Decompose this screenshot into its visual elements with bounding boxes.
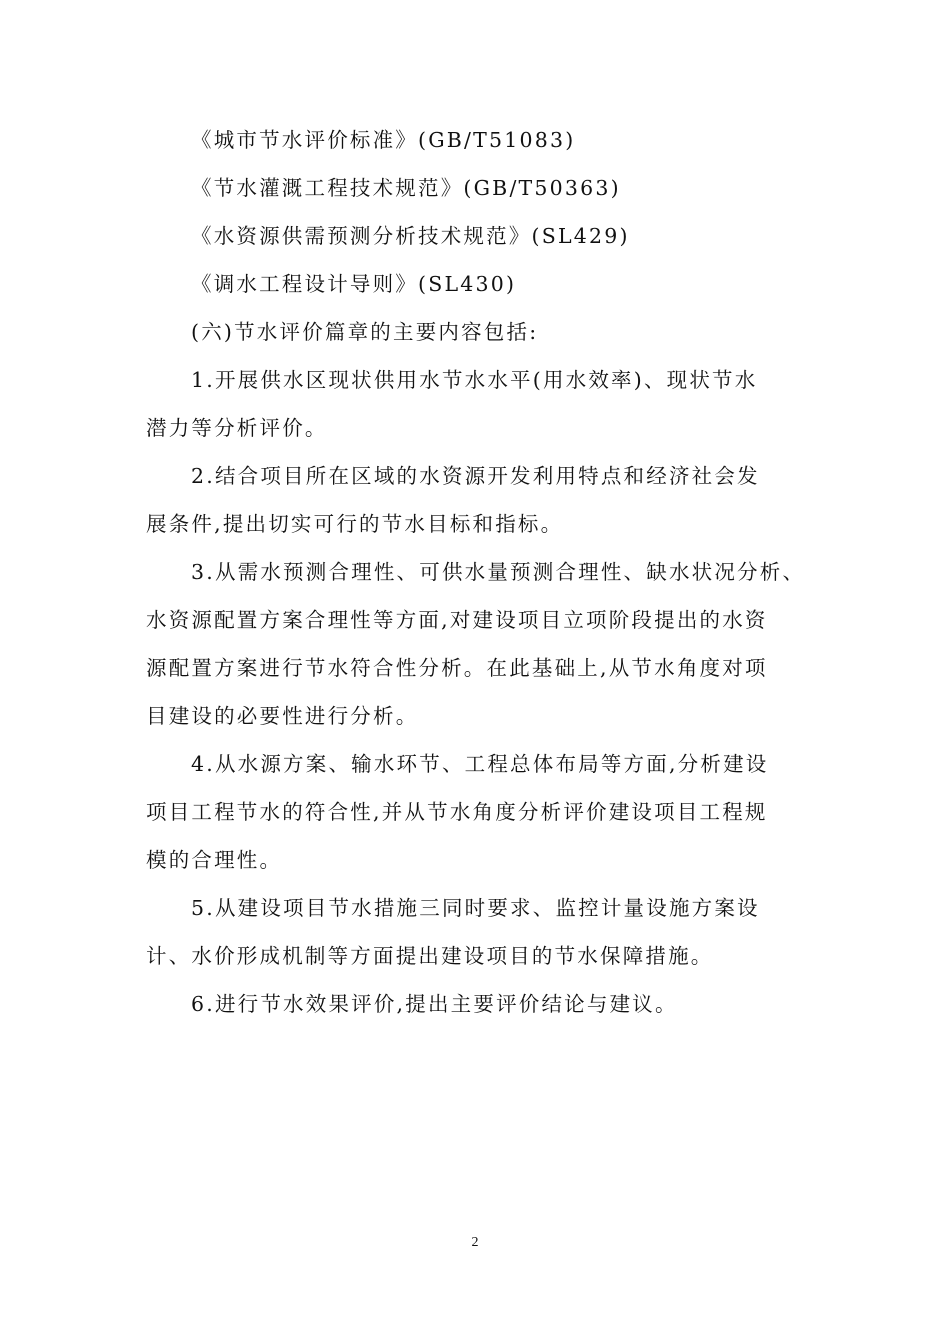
reference-line: 《调水工程设计导则》(SL430) xyxy=(191,272,517,296)
paragraph-line: 4.从水源方案、输水环节、工程总体布局等方面,分析建设 xyxy=(191,752,769,776)
paragraph-line: 5.从建设项目节水措施三同时要求、监控计量设施方案设 xyxy=(191,896,760,920)
document-body xyxy=(146,116,818,1028)
paragraph-line: 源配置方案进行节水符合性分析。在此基础上,从节水角度对项 xyxy=(146,656,768,680)
paragraph-line: 潜力等分析评价。 xyxy=(146,416,328,440)
reference-line: 《水资源供需预测分析技术规范》(SL429) xyxy=(191,224,630,248)
paragraph-line: 水资源配置方案合理性等方面,对建设项目立项阶段提出的水资 xyxy=(146,608,768,632)
paragraph-line: 2.结合项目所在区域的水资源开发利用特点和经济社会发 xyxy=(191,464,760,488)
reference-line: 《节水灌溉工程技术规范》(GB/T50363) xyxy=(191,176,621,200)
paragraph-line: 计、水价形成机制等方面提出建设项目的节水保障措施。 xyxy=(146,944,714,968)
paragraph-line: 模的合理性。 xyxy=(146,848,283,872)
paragraph-line: 展条件,提出切实可行的节水目标和指标。 xyxy=(146,512,564,536)
paragraph-line: 1.开展供水区现状供用水节水水平(用水效率)、现状节水 xyxy=(191,368,758,392)
paragraph-line: 6.进行节水效果评价,提出主要评价结论与建议。 xyxy=(191,992,678,1016)
paragraph-line: 3.从需水预测合理性、可供水量预测合理性、缺水状况分析、 xyxy=(191,560,806,584)
paragraph-line: 项目工程节水的符合性,并从节水角度分析评价建设项目工程规 xyxy=(146,800,768,824)
reference-line: 《城市节水评价标准》(GB/T51083) xyxy=(191,128,576,152)
section-heading: (六)节水评价篇章的主要内容包括: xyxy=(191,320,539,344)
paragraph-line: 目建设的必要性进行分析。 xyxy=(146,704,419,728)
page-number: 2 xyxy=(471,1235,479,1250)
